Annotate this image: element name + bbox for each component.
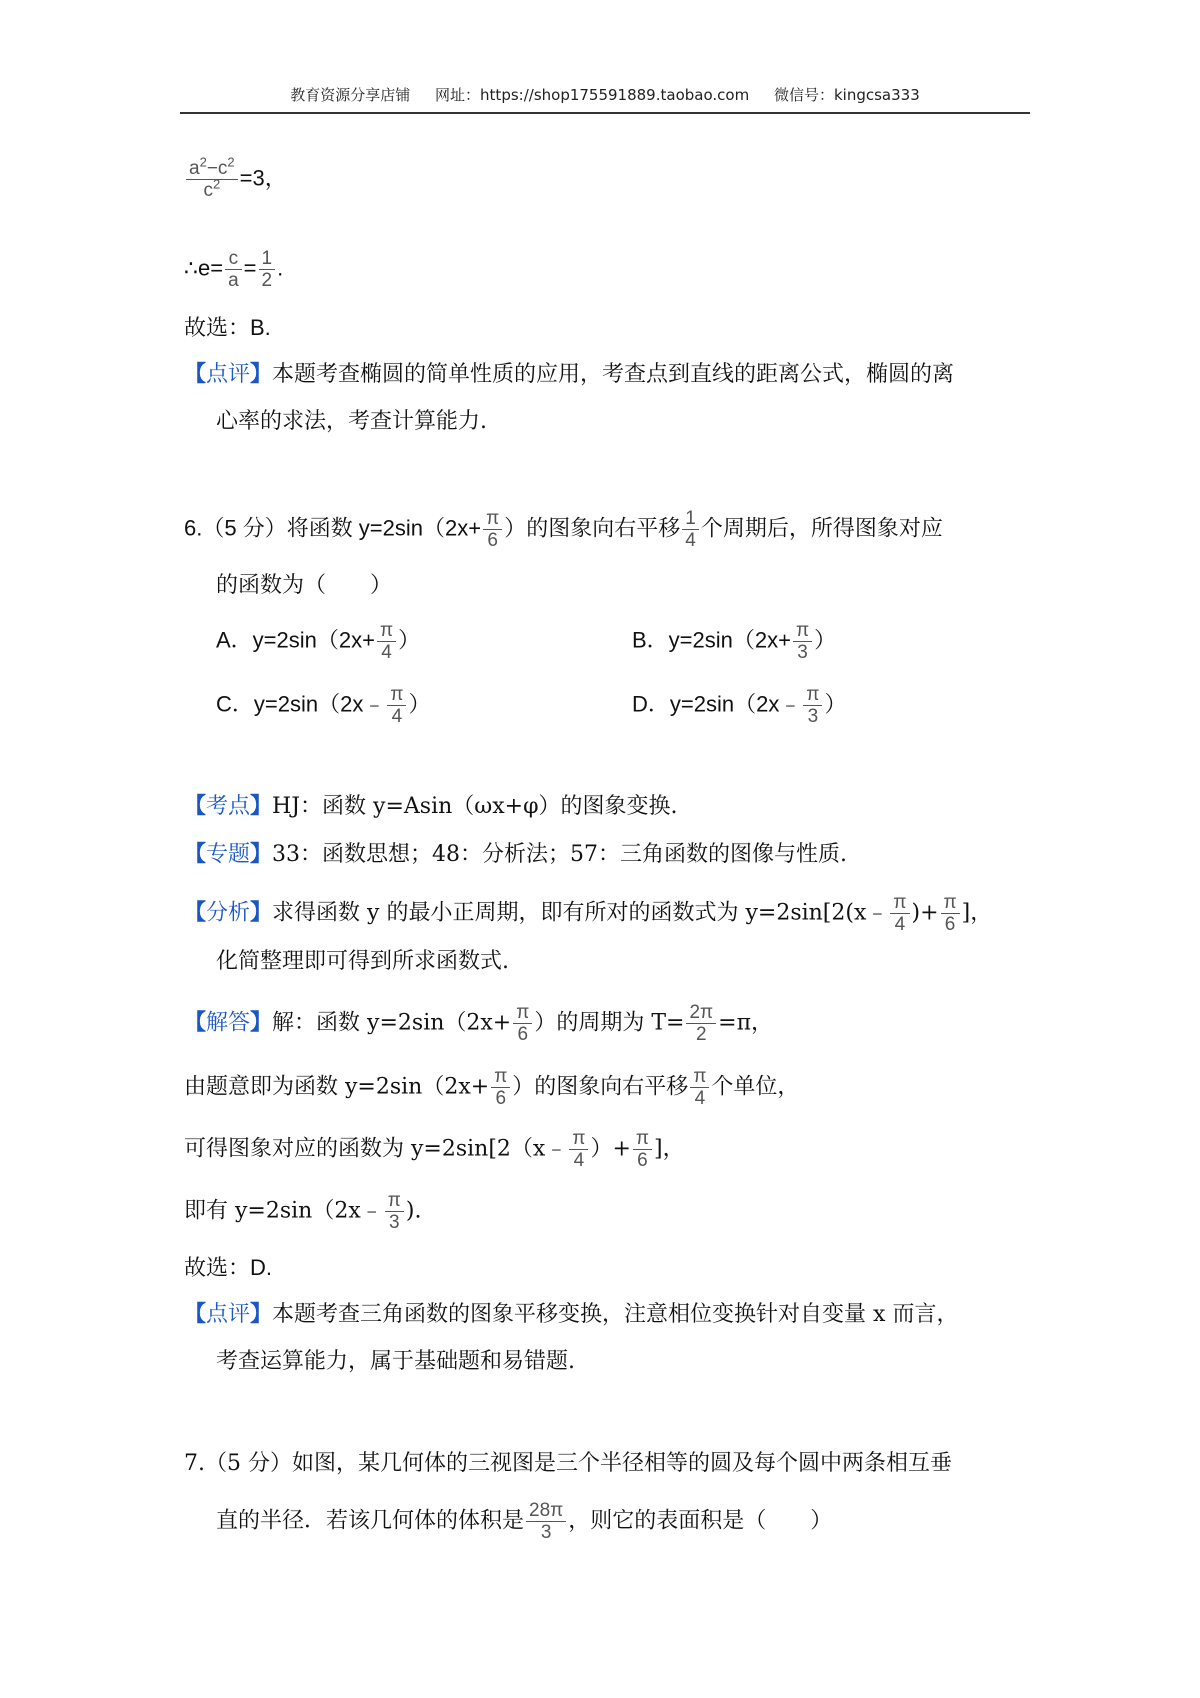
q7-stem-line2: 直的半径．若该几何体的体积是 $\frac{28\pi}{3}$ ，则它的表面积是（ ）: [216, 1500, 833, 1543]
q6-step-2: 由题意即为函数 y=2sin（2x+ $\frac{\pi}{6}$ ）的图象向右平移 $\frac{\pi}{4}$ 个单位，: [184, 1066, 800, 1109]
fraction: $\frac{a^2-c^2}{c^2}$: [186, 158, 238, 201]
prev-comment: 【点评】本题考查椭圆的简单性质的应用，考查点到直线的距离公式，椭圆的离: [184, 361, 955, 387]
header-url: 网址：https://shop175591889.taobao.com: [435, 86, 750, 104]
header-wechat: 微信号：kingcsa333: [773, 86, 920, 104]
q6-step-3: 可得图象对应的函数为 y=2sin[2（x﹣ $\frac{\pi}{4}$ ）+ $\frac{\pi}{6}$ ]，: [184, 1128, 685, 1171]
q6-zhuanti: 【专题】33：函数思想；48：分析法；57：三角函数的图像与性质.: [184, 841, 848, 867]
fraction: $\frac{\pi}{6}$: [483, 508, 502, 551]
q6-kaodian: 【考点】HJ：函数 y=Asin（ωx+φ）的图象变换.: [184, 793, 678, 819]
q6-option-a: A．y=2sin（2x+ $\frac{\pi}{4}$ ）: [216, 620, 421, 663]
fraction: $\frac{1}{4}$: [682, 508, 699, 551]
q6-stem: 6.（5 分）将函数 y=2sin（2x+ $\frac{\pi}{6}$ ）的图象向右平移 $\frac{1}{4}$ 个周期后，所得图象对应: [184, 508, 943, 551]
q6-comment: 【点评】本题考查三角函数的图象平移变换，注意相位变换针对自变量 x 而言，: [184, 1301, 959, 1327]
eq-ratio: $\frac{a^2-c^2}{c^2}$ =3，: [184, 158, 287, 201]
prev-choice: 故选：B.: [184, 315, 271, 340]
fraction: $\frac{1}{2}$: [259, 248, 276, 291]
fraction: $\frac{c}{a}$: [225, 248, 242, 291]
page-header: [180, 84, 1030, 114]
eq-eccentricity: ∴e= $\frac{c}{a}$ = $\frac{1}{2}$ .: [184, 248, 284, 291]
q6-option-b: B．y=2sin（2x+ $\frac{\pi}{3}$ ）: [632, 620, 837, 663]
q6-choice: 故选：D.: [184, 1255, 273, 1280]
q6-comment-line2: 考查运算能力，属于基础题和易错题.: [216, 1349, 575, 1374]
q6-step-4: 即有 y=2sin（2x﹣ $\frac{\pi}{3}$ ).: [184, 1190, 422, 1233]
prev-comment-line2: 心率的求法，考查计算能力.: [216, 409, 487, 434]
header-shop: 教育资源分享店铺: [290, 86, 411, 104]
q6-jieda: 【解答】解：函数 y=2sin（2x+ $\frac{\pi}{6}$ ）的周期为 T= $\frac{2\pi}{2}$ =π，: [184, 1002, 774, 1045]
q6-option-d: D．y=2sin（2x﹣ $\frac{\pi}{3}$ ）: [632, 684, 847, 727]
q7-stem: 7.（5 分）如图，某几何体的三视图是三个半径相等的圆及每个圆中两条相互垂: [184, 1451, 952, 1476]
q6-option-c: C．y=2sin（2x﹣ $\frac{\pi}{4}$ ）: [216, 684, 431, 727]
q6-fenxi: 【分析】求得函数 y 的最小正周期，即有所对的函数式为 y=2sin[2(x﹣ $\frac{\pi}{4}$ )+ $\frac{\pi}{6}$ ]，: [184, 892, 993, 935]
q6-fenxi-line2: 化简整理即可得到所求函数式.: [216, 949, 509, 974]
q6-stem-line2: 的函数为（ ）: [216, 573, 393, 598]
